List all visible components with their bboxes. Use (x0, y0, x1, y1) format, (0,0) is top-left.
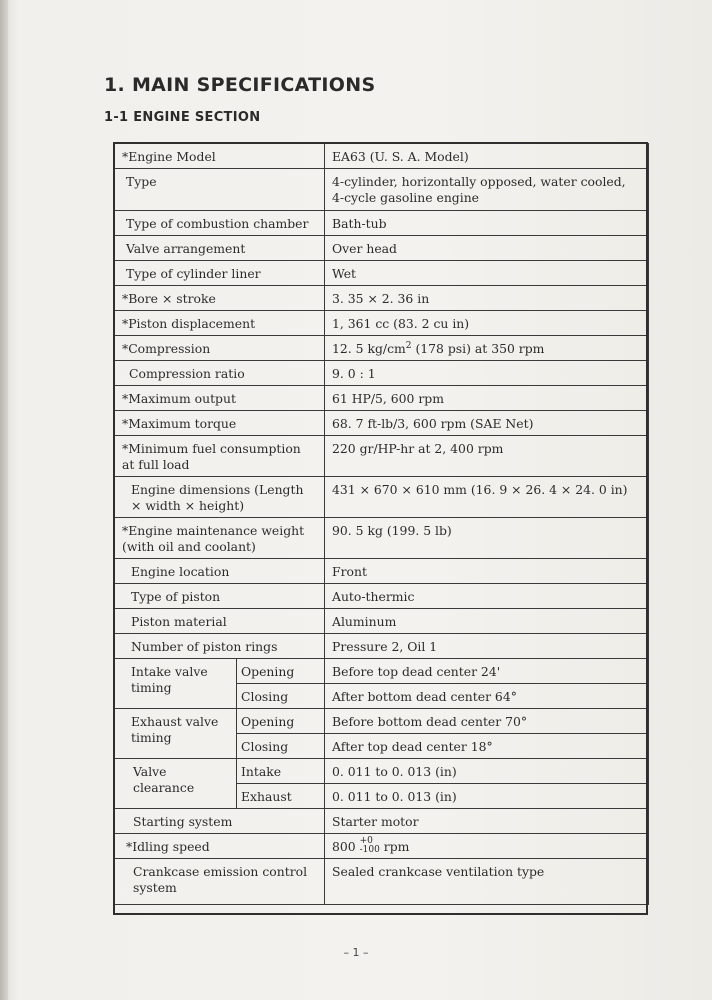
value-text: rpm (379, 839, 410, 854)
spec-label: Crankcase emission control system (115, 859, 325, 905)
spec-label: *Maximum output (115, 386, 325, 411)
table-row (115, 236, 649, 261)
spec-label: *Engine maintenance weight (with oil and coolant) (115, 518, 325, 559)
spec-label: *Bore × stroke (115, 286, 325, 311)
spec-label: Starting system (115, 809, 325, 834)
table-row (115, 261, 649, 286)
value-text: 800 (332, 839, 360, 854)
table-row (115, 436, 649, 477)
spec-value: 3. 35 × 2. 36 in (325, 286, 649, 311)
table-row (115, 609, 649, 634)
section-heading: 1. MAIN SPECIFICATIONS (104, 74, 376, 96)
spec-label: Type of cylinder liner (115, 261, 325, 286)
spec-value: EA63 (U. S. A. Model) (325, 144, 649, 169)
group-label: Exhaust valve timing (115, 709, 237, 759)
table-row (115, 286, 649, 311)
tolerance (360, 837, 380, 855)
group-label: Intake valve timing (115, 659, 237, 709)
table-row (115, 584, 649, 609)
spec-value (325, 336, 649, 361)
sub-label: Exhaust (237, 784, 325, 809)
table-row (115, 809, 649, 834)
sub-label: Closing (237, 734, 325, 759)
spec-label: *Minimum fuel consumption at full load (115, 436, 325, 477)
table-row (115, 169, 649, 211)
spec-label: Type of combustion chamber (115, 211, 325, 236)
spec-label: Type of piston (115, 584, 325, 609)
table-row (115, 834, 649, 859)
spec-value: 90. 5 kg (199. 5 lb) (325, 518, 649, 559)
table-row (115, 759, 649, 784)
spec-value: 220 gr/HP-hr at 2, 400 rpm (325, 436, 649, 477)
sub-label: Intake (237, 759, 325, 784)
spec-value: 1, 361 cc (83. 2 cu in) (325, 311, 649, 336)
table-row (115, 144, 649, 169)
spec-value: After top dead center 18° (325, 734, 649, 759)
engine-spec-table (114, 143, 649, 905)
spec-label: Piston material (115, 609, 325, 634)
table-row (115, 411, 649, 436)
sub-label: Opening (237, 659, 325, 684)
spec-value: 68. 7 ft-lb/3, 600 rpm (SAE Net) (325, 411, 649, 436)
table-row (115, 659, 649, 684)
table-row (115, 859, 649, 905)
spec-value: Pressure 2, Oil 1 (325, 634, 649, 659)
spec-label: *Idling speed (115, 834, 325, 859)
spec-value: Bath-tub (325, 211, 649, 236)
spec-value: 61 HP/5, 600 rpm (325, 386, 649, 411)
table-row (115, 361, 649, 386)
spec-value: Auto-thermic (325, 584, 649, 609)
tolerance-minus: -100 (359, 844, 380, 855)
value-text: 12. 5 kg/cm (332, 341, 406, 356)
spec-value (325, 834, 649, 859)
spec-value: 431 × 670 × 610 mm (16. 9 × 26. 4 × 24. 0 in) (325, 477, 649, 518)
table-row (115, 386, 649, 411)
superscript: 2 (405, 340, 412, 351)
table-row (115, 559, 649, 584)
tolerance-plus: +0 (359, 835, 373, 846)
sub-label: Opening (237, 709, 325, 734)
spec-value: 9. 0 : 1 (325, 361, 649, 386)
spec-value: Starter motor (325, 809, 649, 834)
spec-value: Before top dead center 24' (325, 659, 649, 684)
subsection-heading: 1-1 ENGINE SECTION (104, 110, 261, 125)
spec-value: 0. 011 to 0. 013 (in) (325, 784, 649, 809)
table-row (115, 477, 649, 518)
page-binding-edge (0, 0, 8, 1000)
table-row (115, 634, 649, 659)
spec-value: 4-cylinder, horizontally opposed, water cooled, 4-cycle gasoline engine (325, 169, 649, 211)
spec-value: Sealed crankcase ventilation type (325, 859, 649, 905)
group-label: Valve clearance (115, 759, 237, 809)
spec-label: Compression ratio (115, 361, 325, 386)
value-text: (178 psi) at 350 rpm (411, 341, 545, 356)
page-number: – 1 – (343, 946, 369, 959)
spec-label: Number of piston rings (115, 634, 325, 659)
sub-label: Closing (237, 684, 325, 709)
table-row (115, 311, 649, 336)
spec-value: Wet (325, 261, 649, 286)
table-row (115, 709, 649, 734)
spec-value: Before bottom dead center 70° (325, 709, 649, 734)
table-row (115, 336, 649, 361)
spec-label: *Compression (115, 336, 325, 361)
spec-label: Type (115, 169, 325, 211)
spec-value: 0. 011 to 0. 013 (in) (325, 759, 649, 784)
spec-label: *Maximum torque (115, 411, 325, 436)
spec-label: *Piston displacement (115, 311, 325, 336)
spec-label: Valve arrangement (115, 236, 325, 261)
table-row (115, 211, 649, 236)
spec-value: Front (325, 559, 649, 584)
spec-value: After bottom dead center 64° (325, 684, 649, 709)
spec-label: Engine dimensions (Length × width × height) (115, 477, 325, 518)
spec-label: Engine location (115, 559, 325, 584)
spec-value: Aluminum (325, 609, 649, 634)
spec-value: Over head (325, 236, 649, 261)
table-row (115, 518, 649, 559)
spec-label: *Engine Model (115, 144, 325, 169)
